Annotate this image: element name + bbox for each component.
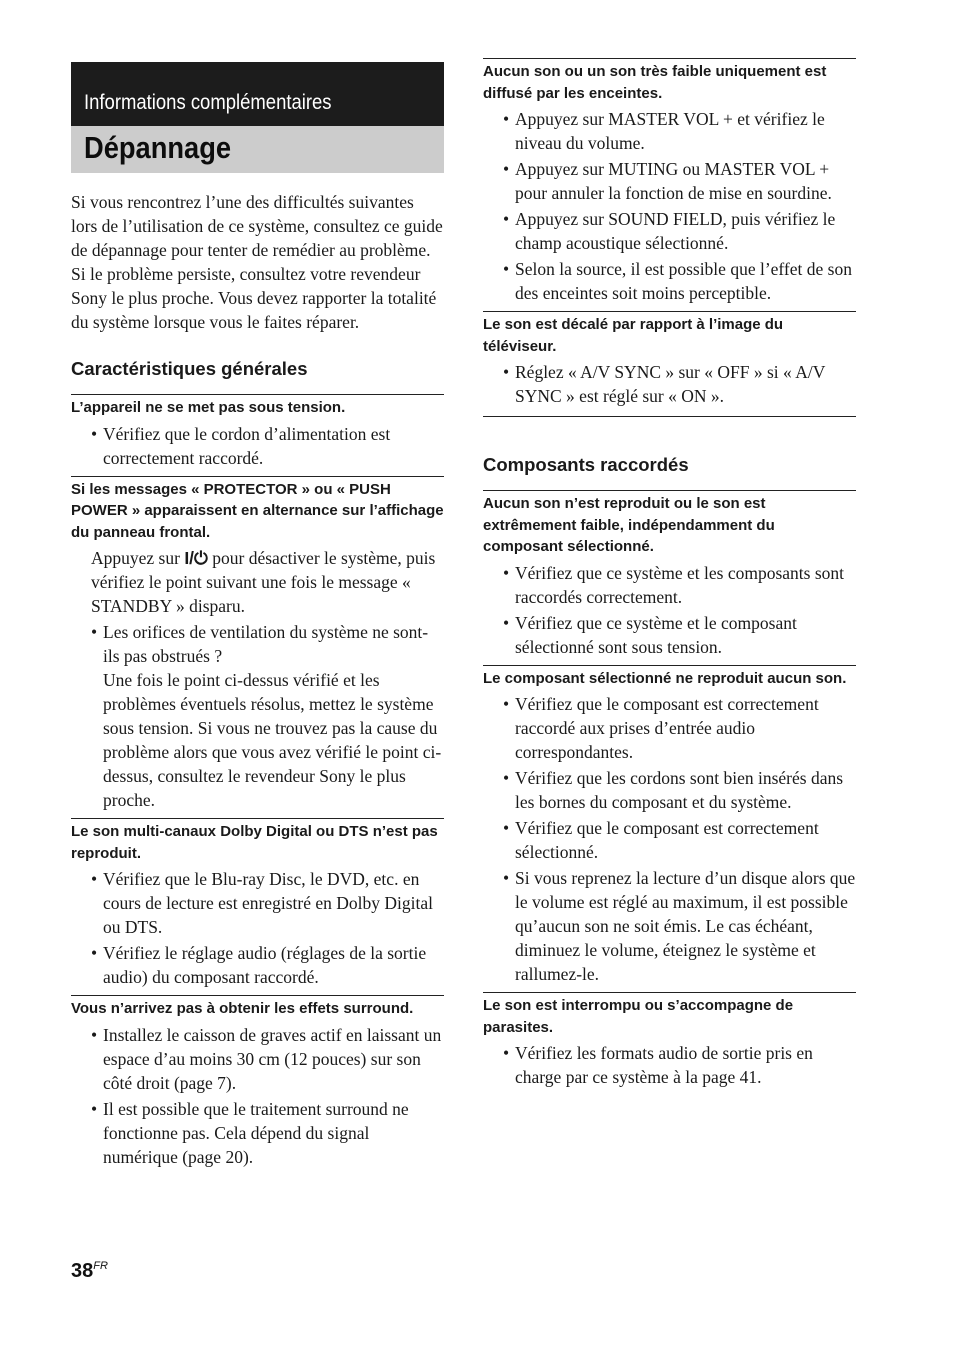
list-item: • Appuyez sur SOUND FIELD, puis vérifiez le champ acoustique sélectionné. xyxy=(483,207,856,255)
list-item: • Vérifiez que le Blu-ray Disc, le DVD, etc. en cours de lecture est enregistré en Dolby Digital ou DTS. xyxy=(71,867,444,939)
issue-title: Le son est décalé par rapport à l’image du téléviseur. xyxy=(483,316,784,355)
issue-title: Le son multi-canaux Dolby Digital ou DTS n’est pas reproduit. xyxy=(71,823,438,862)
list-item: • Vérifiez que ce système et le composant sélectionné sont sous tension. xyxy=(483,611,856,659)
list-item: • Installez le caisson de graves actif en laissant un espace d’au moins 30 cm (12 pouces) sur son côté droit (page 7). xyxy=(71,1023,444,1095)
section-banner xyxy=(71,62,444,126)
issue-component-silent xyxy=(483,665,856,987)
power-icon: I/⏻ xyxy=(184,548,208,568)
list-item: • Appuyez sur MASTER VOL + et vérifiez le niveau du volume. xyxy=(483,107,856,155)
bullet-list xyxy=(483,1041,856,1089)
issue-title: Le composant sélectionné ne reproduit aucun son. xyxy=(483,669,847,687)
bullet-list xyxy=(483,360,856,408)
issue-no-sound-speakers xyxy=(483,58,856,305)
issue-title: L’appareil ne se met pas sous tension. xyxy=(71,399,346,416)
right-flow xyxy=(483,58,856,1091)
list-item-text: Les orifices de ventilation du système ne sont-ils pas obstrués ? xyxy=(103,622,429,666)
list-item: • Vérifiez les formats audio de sortie pris en charge par ce système à la page 41. xyxy=(483,1041,856,1089)
issue-title: Si les messages « PROTECTOR » ou « PUSH POWER » apparaissent en alternance sur l’affichage du panneau frontal. xyxy=(71,480,444,541)
divider xyxy=(483,416,856,417)
bullet-list xyxy=(71,1023,444,1169)
bullet-list xyxy=(483,561,856,659)
language-code: FR xyxy=(93,1260,108,1272)
list-item: • Si vous reprenez la lecture d’un disque alors que le volume est réglé au maximum, il est possible qu’aucun son ne soit émis. Le cas échéant, diminuez le volume, éteignez le système et rallumez-le. xyxy=(483,866,856,986)
list-item-continuation: Une fois le point ci-dessus vérifié et les problèmes éventuels résolus, mettez le système sous tension. Si vous ne trouvez pas la cause du problème alors que vous avez vérifié le point ci-dessus, consultez le revendeur Sony le plus proche. xyxy=(103,670,442,810)
list-item: • Vérifiez que le composant est correctement raccordé aux prises d’entrée audio correspondantes. xyxy=(483,692,856,764)
list-item: • Il est possible que le traitement surround ne fonctionne pas. Cela dépend du signal numérique (page 20). xyxy=(71,1097,444,1169)
issue-title: Vous n’arrivez pas à obtenir les effets surround. xyxy=(71,1000,414,1017)
list-item: • Vérifiez le réglage audio (réglages de la sortie audio) du composant raccordé. xyxy=(71,941,444,989)
list-item: • Réglez « A/V SYNC » sur « OFF » si « A/V SYNC » est réglé sur « ON ». xyxy=(483,360,856,408)
issue-title: Aucun son n’est reproduit ou le son est extrêmement faible, indépendamment du composant sélectionné. xyxy=(483,495,775,555)
issue-no-power xyxy=(71,394,444,470)
list-item xyxy=(71,620,444,812)
bullet-list xyxy=(483,692,856,986)
bullet-list xyxy=(71,422,444,470)
page-number xyxy=(71,1260,108,1283)
issue-title: Le son est interrompu ou s’accompagne de parasites. xyxy=(483,997,794,1036)
section-title: Informations complémentaires xyxy=(84,91,332,114)
page-number-value: 38 xyxy=(71,1260,94,1282)
instruction-text: Appuyez sur xyxy=(91,548,185,568)
bullet-list xyxy=(483,107,856,305)
title-banner xyxy=(71,126,444,173)
list-item: • Vérifiez que le composant est correctement sélectionné. xyxy=(483,816,856,864)
instruction-text: pour désactiver le système, puis vérifiez le point suivant une fois le message « STANDBY » disparu. xyxy=(91,548,436,616)
issue-protector xyxy=(71,476,444,813)
issue-multichannel xyxy=(71,818,444,989)
list-item: • Vérifiez que le cordon d’alimentation est correctement raccordé. xyxy=(71,422,444,470)
general-heading: Caractéristiques générales xyxy=(71,358,308,379)
bullet-list xyxy=(71,620,444,812)
instruction-paragraph xyxy=(71,546,444,618)
intro-paragraph: Si vous rencontrez l’une des difficultés suivantes lors de l’utilisation de ce système, consultez ce guide de dépannage pour tenter de remédier au problème. Si le problème persiste, consultez votre revendeur Sony le plus proche. Vous devez rapporter la totalité du système lorsque vous le faites réparer. xyxy=(71,192,443,332)
issue-title: Aucun son ou un son très faible uniquement est diffusé par les enceintes. xyxy=(483,63,827,102)
list-item: • Vérifiez que ce système et les composants sont raccordés correctement. xyxy=(483,561,856,609)
issue-no-sound-any xyxy=(483,490,856,659)
left-flow xyxy=(71,190,444,1171)
list-item: • Selon la source, il est possible que l’effet de son des enceintes soit moins perceptible. xyxy=(483,257,856,305)
issue-interrupted xyxy=(483,992,856,1089)
connected-heading: Composants raccordés xyxy=(483,454,689,475)
page-title: Dépannage xyxy=(84,130,232,165)
bullet-list xyxy=(71,867,444,989)
list-item: • Vérifiez que les cordons sont bien insérés dans les bornes du composant et du système. xyxy=(483,766,856,814)
issue-surround xyxy=(71,995,444,1169)
issue-av-sync xyxy=(483,311,856,408)
list-item: • Appuyez sur MUTING ou MASTER VOL + pour annuler la fonction de mise en sourdine. xyxy=(483,157,856,205)
